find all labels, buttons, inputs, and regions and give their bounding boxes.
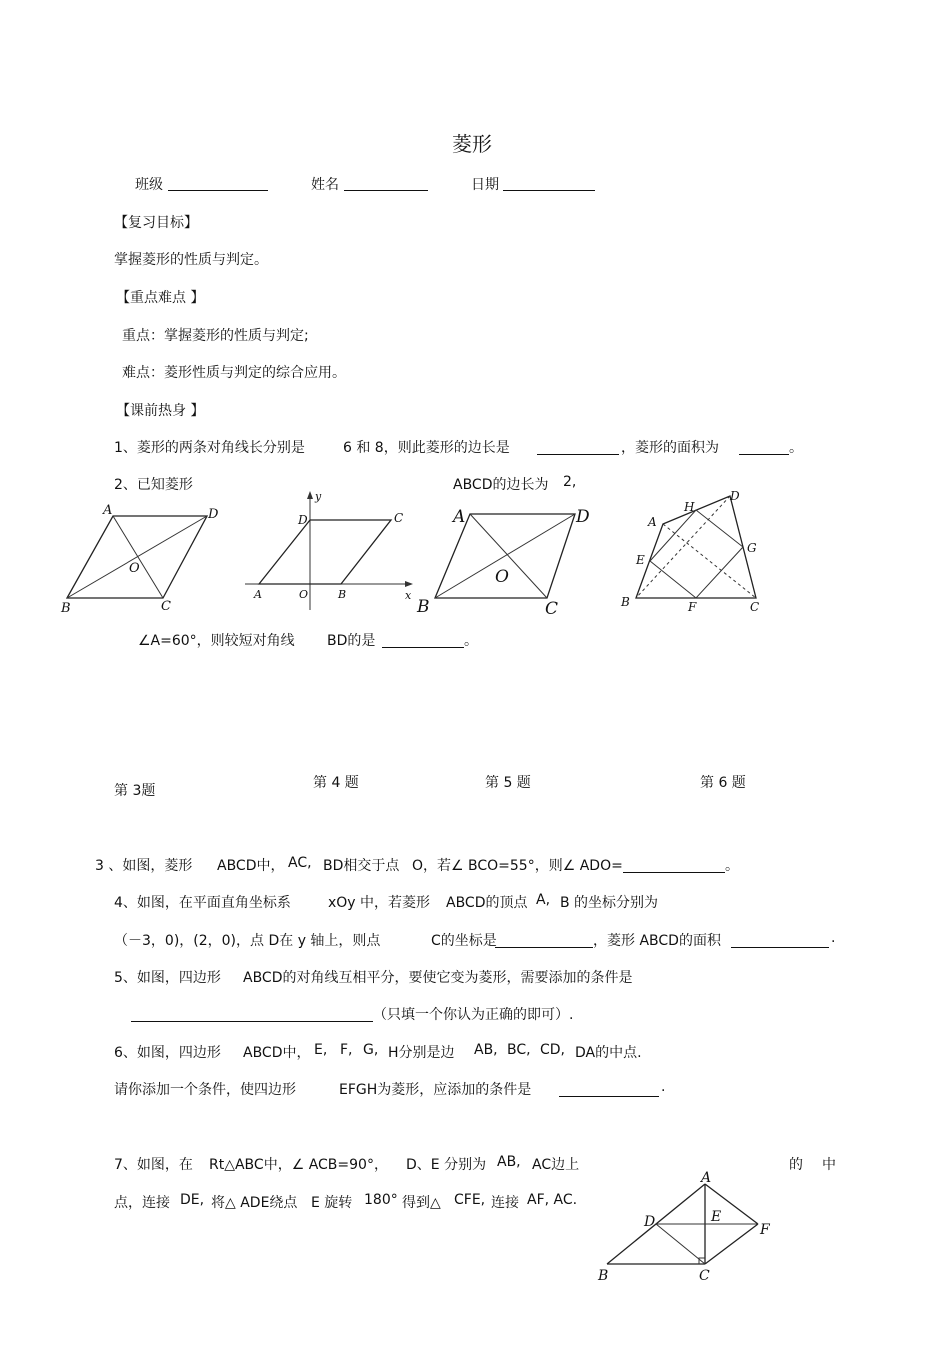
q3-text-b: ABCD中， [217,858,285,874]
q7-text-a: 7、如图，在 [114,1157,193,1173]
fig7-label-B: B [598,1268,609,1284]
figure-6 [618,488,778,618]
fig6-label-F: F [688,600,697,614]
figure-5 [415,500,595,625]
figure-3 [55,500,235,620]
fig6-label-A: A [648,515,657,529]
q6-text-g: AB, [474,1042,498,1058]
q6-text-k: 请你添加一个条件，使四边形 [114,1082,296,1098]
key-points-heading: 【重点难点 】 [116,290,205,306]
q6-text-b: ABCD中， [243,1045,311,1061]
fig5-label-A: A [453,507,466,527]
difficult-point: 难点：菱形性质与判定的综合应用。 [122,365,346,381]
q7-text-j: 将△ ADE绕点 [211,1195,298,1211]
q4-coord-blank[interactable] [495,933,593,948]
fig6-label-E: E [636,553,645,567]
q6-text-l: EFGH为菱形，应添加的条件是 [339,1082,532,1098]
fig7-label-A: A [701,1170,712,1186]
q7-text-k: E 旋转 [311,1195,353,1211]
q1-text-b: 6 和 8，则此菱形的边长是 [343,440,510,456]
fig4-label-A: A [254,588,262,601]
name-label: 姓名 [311,177,339,193]
key-point: 重点：掌握菱形的性质与判定; [122,328,309,344]
q2-text-a: 2、已知菱形 [114,477,193,493]
q1-text-a: 1、菱形的两条对角线长分别是 [114,440,305,456]
class-blank[interactable] [168,176,268,191]
q2-bd-blank[interactable] [382,633,464,648]
page-title: 菱形 [452,132,492,156]
q7-text-o: 连接 [491,1195,519,1211]
fig5-label-C: C [545,599,559,619]
q4-text-f: （－3，0)，(2，0)，点 D在 y 轴上，则点 [114,933,381,949]
q1-text-c: ，菱形的面积为 [621,440,719,456]
fig3-label-B: B [61,601,71,616]
class-label: 班级 [135,177,163,193]
q7-text-c: D、E 分别为 [406,1157,487,1173]
q1-text-d: 。 [789,440,803,456]
caption-fig4: 第 4 题 [313,775,359,791]
fig3-label-A: A [103,503,113,518]
q3-text-e: O，若∠ BCO=55°，则∠ ADO= [412,858,623,874]
q7-text-l: 180° [364,1192,398,1208]
q6-text-i: CD, [540,1042,566,1058]
fig6-label-H: H [684,500,695,514]
q7-text-g: 中 [822,1157,836,1173]
fig4-label-y: y [315,490,322,503]
q2-text-c: 2, [563,474,577,490]
fig5-label-D: D [576,507,590,527]
fig4-label-O: O [299,588,309,601]
fig4-label-B: B [338,588,347,601]
fig5-label-B: B [417,597,430,617]
fig3-label-D: D [208,507,219,522]
q7-text-e: AC边上 [532,1157,580,1173]
q6-text-e: G, [363,1042,379,1058]
fig6-label-B: B [621,595,630,609]
fig5-label-O: O [495,567,509,587]
q2-text-e: BD的是 [327,633,376,649]
q7-text-i: DE, [180,1192,205,1208]
q4-text-g: C的坐标是 [431,933,497,949]
q2-text-d: ∠A=60°，则较短对角线 [138,633,295,649]
q3-text-d: BD相交于点 [323,858,400,874]
fig7-label-F: F [760,1222,770,1238]
figure-4 [245,488,420,608]
fig4-label-D: D [298,513,308,527]
caption-fig3: 第 3题 [114,783,156,799]
fig3-label-O: O [129,561,140,576]
fig6-label-D: D [730,489,740,503]
q7-text-m: 得到△ [402,1195,441,1211]
review-goal-heading: 【复习目标】 [114,215,198,231]
q5-condition-blank[interactable] [131,1007,373,1022]
q5-text-b: ABCD的对角线互相平分，要使它变为菱形，需要添加的条件是 [243,970,633,986]
q7-text-f: 的 [789,1157,803,1173]
fig4-label-C: C [394,511,404,525]
warmup-heading: 【课前热身 】 [116,403,205,419]
q4-text-b: xOy 中，若菱形 [328,895,431,911]
q4-text-h: ，菱形 ABCD的面积 [593,933,721,949]
q1-side-blank[interactable] [537,440,619,455]
q6-text-a: 6、如图，四边形 [114,1045,221,1061]
q6-text-h: BC, [507,1042,531,1058]
fig4-label-x: x [405,589,412,602]
q7-text-d: AB, [497,1154,521,1170]
fig7-label-C: C [699,1268,710,1284]
q7-text-h: 点，连接 [114,1195,170,1211]
q6-text-f: H分别是边 [388,1045,455,1061]
q7-text-p: AF, AC. [527,1192,578,1208]
name-blank[interactable] [344,176,428,191]
q4-text-i: . [831,930,836,946]
q3-angle-blank[interactable] [623,858,725,873]
q6-text-j: DA的中点. [575,1045,642,1061]
q5-text-a: 5、如图，四边形 [114,970,221,986]
q6-text-d: F, [340,1042,353,1058]
q4-text-d: A, [536,892,551,908]
q3-text-a: 3 、如图，菱形 [95,858,193,874]
q5-text-c: （只填一个你认为正确的即可）. [373,1007,574,1023]
date-blank[interactable] [503,176,595,191]
q2-text-b: ABCD的边长为 [453,477,549,493]
caption-fig5: 第 5 题 [485,775,531,791]
q3-text-c: AC, [288,855,312,871]
date-label: 日期 [471,177,499,193]
fig3-label-C: C [161,599,171,614]
q2-text-f: 。 [464,633,478,649]
q6-text-m: . [661,1079,666,1095]
q6-text-c: E, [314,1042,328,1058]
q4-text-e: B 的坐标分别为 [560,895,659,911]
q7-text-b: Rt△ABC中，∠ ACB=90°， [209,1157,388,1173]
q1-area-blank[interactable] [739,440,789,455]
fig6-label-C: C [750,600,760,614]
q7-text-n: CFE, [454,1192,486,1208]
review-goal-text: 掌握菱形的性质与判定。 [114,252,268,268]
q4-area-blank[interactable] [731,933,829,948]
caption-fig6: 第 6 题 [700,775,746,791]
q6-condition-blank[interactable] [559,1082,659,1097]
q4-text-c: ABCD的顶点 [446,895,528,911]
fig7-label-D: D [644,1214,656,1230]
fig6-label-G: G [747,541,757,555]
q3-text-f: 。 [725,858,739,874]
figure-7 [595,1168,785,1288]
q4-text-a: 4、如图，在平面直角坐标系 [114,895,291,911]
fig7-label-E: E [711,1209,722,1225]
